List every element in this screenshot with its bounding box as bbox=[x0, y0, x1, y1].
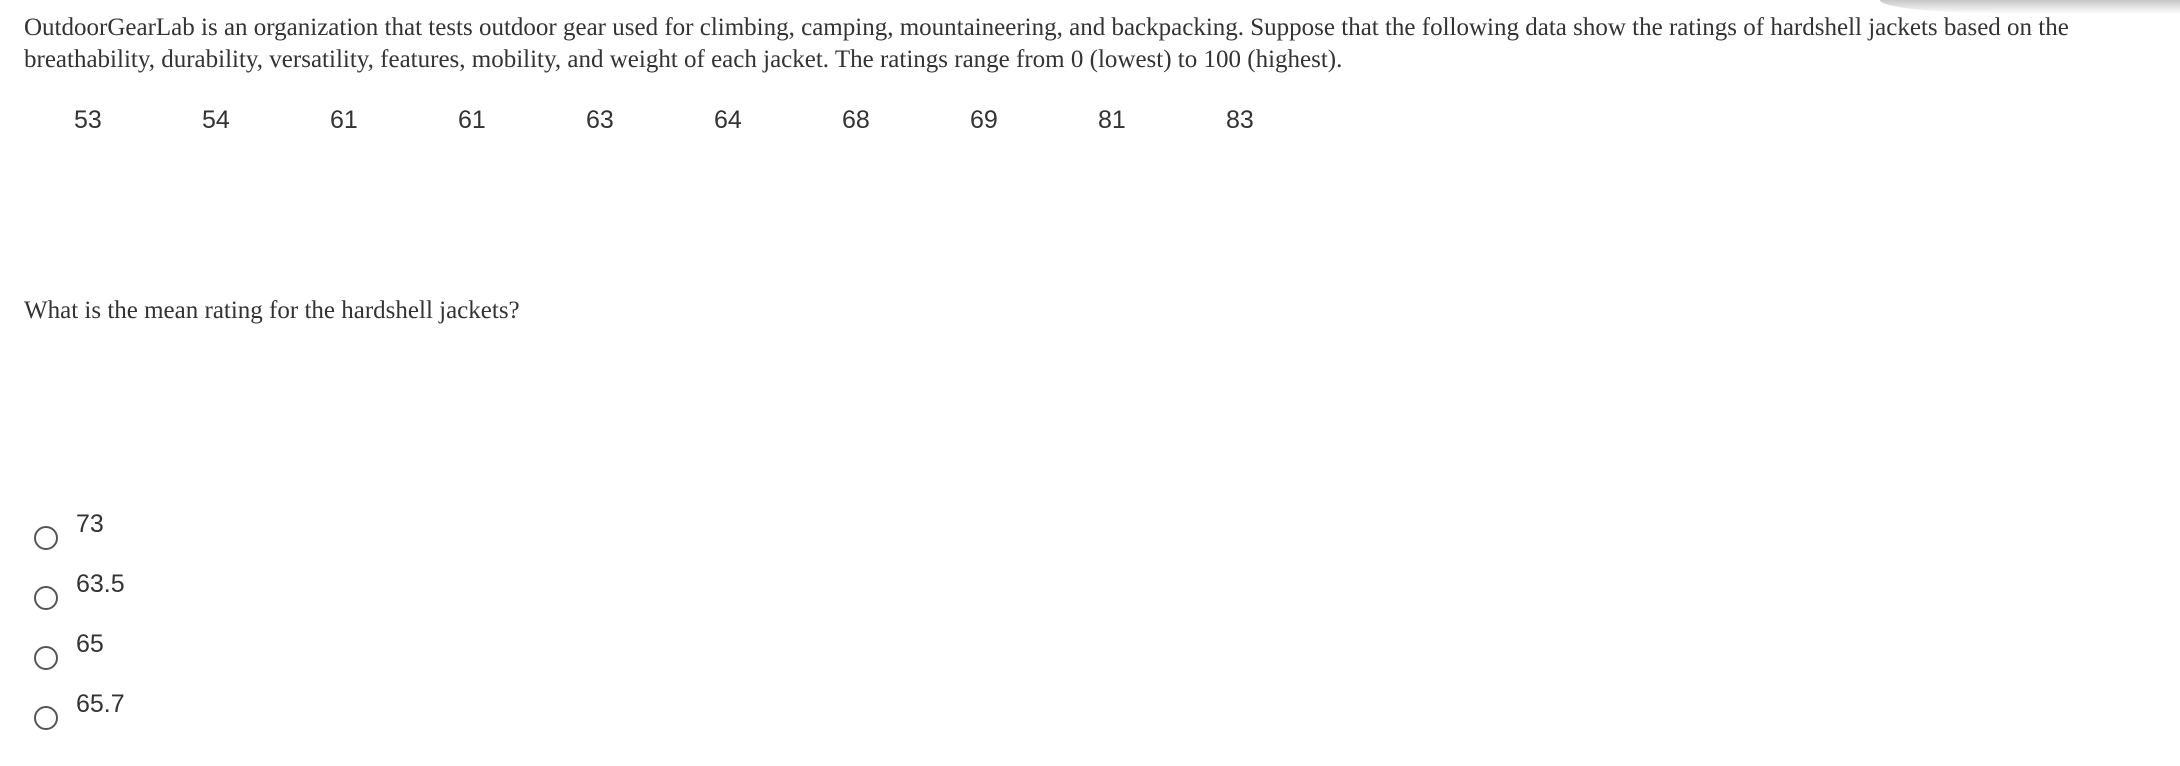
question-prompt: What is the mean rating for the hardshell jackets? bbox=[24, 297, 520, 324]
data-value: 63 bbox=[586, 106, 614, 134]
answer-option-label[interactable]: 73 bbox=[76, 510, 104, 538]
data-value: 61 bbox=[458, 106, 486, 134]
answer-option-label[interactable]: 65.7 bbox=[76, 690, 125, 718]
data-value: 64 bbox=[714, 106, 742, 134]
data-value: 69 bbox=[970, 106, 998, 134]
answer-options bbox=[34, 506, 334, 746]
radio-button[interactable] bbox=[34, 526, 58, 550]
answer-option-4[interactable] bbox=[34, 686, 334, 746]
data-value: 54 bbox=[202, 106, 230, 134]
data-value: 68 bbox=[842, 106, 870, 134]
answer-option-1[interactable] bbox=[34, 506, 334, 566]
answer-option-label[interactable]: 65 bbox=[76, 630, 104, 658]
data-value: 61 bbox=[330, 106, 358, 134]
radio-button[interactable] bbox=[34, 586, 58, 610]
answer-option-2[interactable] bbox=[34, 566, 334, 626]
radio-button[interactable] bbox=[34, 646, 58, 670]
answer-option-3[interactable] bbox=[34, 626, 334, 686]
data-value: 83 bbox=[1226, 106, 1254, 134]
radio-button[interactable] bbox=[34, 706, 58, 730]
ratings-data-row bbox=[0, 102, 1400, 138]
answer-option-label[interactable]: 63.5 bbox=[76, 570, 125, 598]
data-value: 81 bbox=[1098, 106, 1126, 134]
question-intro: OutdoorGearLab is an organization that tests outdoor gear used for climbing, camping, mountaineering, and backpacking. Suppose that the following data show the ratings of hardshell jackets based on the breathability, durability, versatility, features, mobility, and weight of each jacket. The ratings range from 0 (lowest) to 100 (highest). bbox=[24, 14, 2069, 73]
data-value: 53 bbox=[74, 106, 102, 134]
